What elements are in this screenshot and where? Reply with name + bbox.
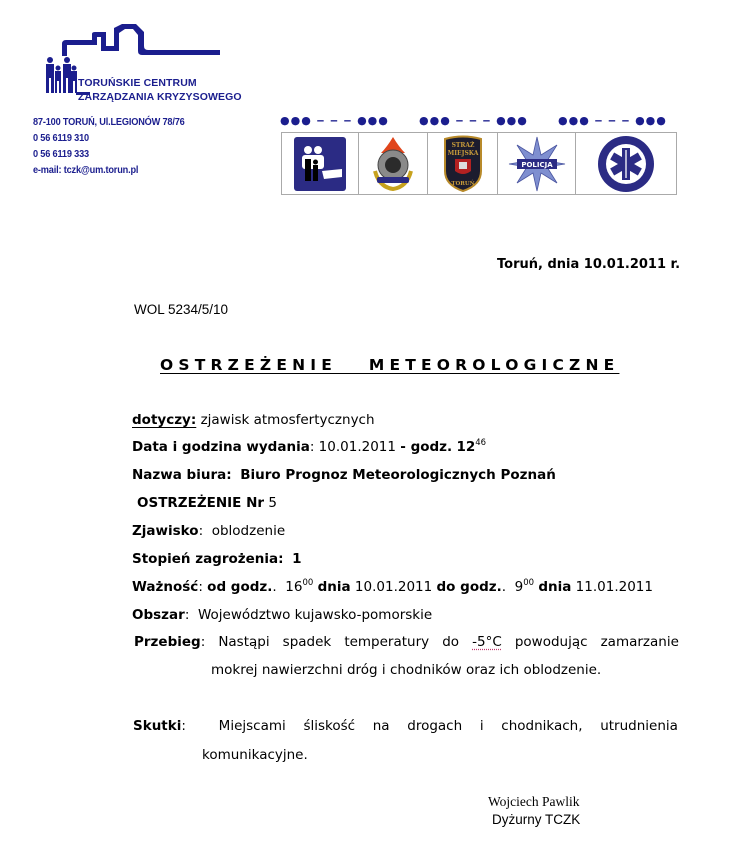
course-word: powodując [514, 634, 588, 650]
validity-to-minute: 00 [523, 578, 535, 588]
place-date: Toruń, dnia 10.01.2011 r. [497, 257, 681, 272]
area-label: Obszar [132, 607, 185, 623]
course-line-1: Przebieg: Nastąpi spadek temperatury do -5°C powodując zamarzanie [134, 634, 679, 650]
straz-miejska-icon [441, 135, 485, 193]
issued-hour: 12 [456, 439, 476, 455]
phenomenon-value: oblodzenie [211, 523, 286, 539]
course-label: Przebieg [134, 634, 201, 650]
warning-number-label: OSTRZEŻENIE Nr [137, 495, 265, 511]
validity-to-hour: 9 [514, 579, 524, 595]
validity-row: Ważność: od godz.. $16^{00}$ dnia 10.01.2011 do godz.. $9^{00}$ dnia 11.01.2011 [132, 578, 653, 595]
validity-from-label: od godz. [207, 579, 273, 595]
validity-from-hour: 16 [285, 579, 303, 595]
effects-word: Miejscami [218, 718, 286, 734]
validity-to-date: 11.01.2011 [575, 579, 653, 595]
org-name-line2: ZARZĄDZANIA KRYZYSOWEGO [78, 91, 242, 103]
effects-word: śliskość [303, 718, 356, 734]
skyline-icon [62, 24, 220, 56]
address: 87-100 TORUŃ, Ul.LEGIONÓW 78/76 [33, 117, 185, 128]
dot-pattern-3: ●●● ‒ ‒ ‒ ●●● [558, 114, 667, 127]
medical-rescue-emblem [576, 133, 676, 194]
signature-name: Wojciech Pawlik [488, 794, 580, 809]
warning-number-value: 5 [268, 495, 277, 511]
effects-word: i [479, 718, 484, 734]
effects-row [133, 718, 678, 734]
people-icon [46, 57, 90, 95]
effects-word: chodnikach, [501, 718, 583, 734]
star-of-life-icon [597, 135, 655, 193]
office-row [132, 467, 556, 483]
police-emblem [498, 133, 576, 194]
family-hand-icon [294, 137, 346, 191]
area-value: Województwo kujawsko-pomorskie [197, 607, 433, 623]
svg-text:MIEJSKA: MIEJSKA [447, 149, 478, 157]
validity-day-label-1: dnia [317, 579, 351, 595]
issued-minute: 46 [475, 438, 487, 448]
fire-brigade-icon [369, 135, 417, 193]
svg-text:STRAŻ: STRAŻ [451, 141, 474, 149]
title-text: OSTRZEŻENIE METEOROLOGICZNE [160, 356, 620, 374]
email: e-mail: tczk@um.torun.pl [33, 165, 139, 176]
svg-text:TORUŃ: TORUŃ [450, 180, 475, 187]
org-name-line1: TORUŃSKIE CENTRUM [78, 77, 197, 89]
effects-line-2: komunikacyjne. [202, 747, 308, 763]
signature-role: Dyżurny TCZK [492, 812, 581, 827]
warning-number-row [137, 495, 277, 511]
course-line-2: mokrej nawierzchni dróg i chodników oraz ich oblodzenie. [211, 662, 602, 678]
dot-pattern-2: ●●● ‒ ‒ ‒ ●●● [419, 114, 528, 127]
office-value: Biuro Prognoz Meteorologicznych Poznań [240, 467, 556, 483]
validity-to-label: do godz. [436, 579, 502, 595]
effects-word: utrudnienia [600, 718, 678, 734]
course-word: Nastąpi [218, 634, 270, 650]
validity-label: Ważność [132, 579, 199, 595]
police-star-icon [507, 135, 567, 193]
validity-from-minute: 00 [302, 578, 314, 588]
dot-pattern-1: ●●● ‒ ‒ ‒ ●●● [280, 114, 389, 127]
concerns-row [132, 412, 375, 428]
effects-line-1: Skutki: Miejscami śliskość na drogach i chodnikach, utrudnienia [133, 718, 678, 734]
concerns-value: zjawisk atmosfertycznych [200, 412, 375, 428]
issued-row: Data i godzina wydania: 10.01.2011 - godz. $12^{46}$ [132, 438, 487, 455]
course-word: temperatury [344, 634, 430, 650]
reference-number: WOL 5234/5/10 [134, 302, 229, 317]
fire-service-emblem [359, 133, 428, 194]
threat-level-label: Stopień zagrożenia: [132, 551, 284, 567]
course-row [134, 634, 679, 650]
course-temperature: -5°C [472, 634, 502, 650]
phenomenon-row: Zjawisko: oblodzenie [132, 523, 286, 539]
page-title [160, 356, 619, 374]
validity-from-date: 10.01.2011 [354, 579, 433, 595]
issued-label: Data i godzina wydania [132, 439, 310, 455]
phone-2: 0 56 6119 333 [33, 149, 89, 160]
effects-word: drogach [407, 718, 463, 734]
effects-word: na [372, 718, 390, 734]
threat-level-row [132, 551, 302, 567]
course-word: do [442, 634, 460, 650]
threat-level-value: 1 [292, 551, 302, 567]
course-word: spadek [282, 634, 332, 650]
issued-hour-label: - godz. [400, 439, 453, 455]
concerns-label: dotyczy: [132, 412, 197, 428]
svg-text:POLICJA: POLICJA [520, 160, 553, 169]
effects-label: Skutki [133, 718, 182, 734]
social-welfare-emblem [282, 133, 359, 194]
area-row: Obszar: Województwo kujawsko-pomorskie [132, 607, 433, 623]
emblem-strip [281, 132, 677, 195]
office-label: Nazwa biura: [132, 467, 232, 483]
course-word: zamarzanie [600, 634, 679, 650]
phone-1: 0 56 6119 310 [33, 133, 89, 144]
validity-day-label-2: dnia [538, 579, 572, 595]
phenomenon-label: Zjawisko [132, 523, 199, 539]
issued-date: 10.01.2011 [318, 439, 396, 455]
municipal-police-emblem [428, 133, 498, 194]
